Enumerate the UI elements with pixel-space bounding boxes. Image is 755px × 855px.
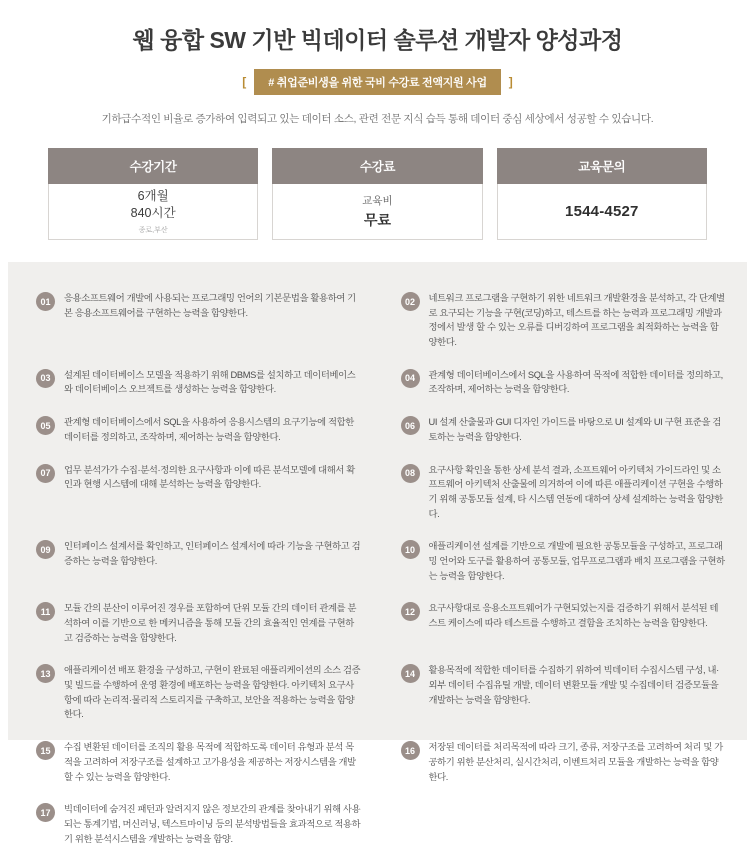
- item-number-badge: 04: [401, 369, 420, 388]
- item-number-badge: 12: [401, 602, 420, 621]
- info-card-fee-title: 수강료: [272, 148, 482, 184]
- item-text: 네트워크 프로그램을 구현하기 위한 네트워크 개발환경을 분석하고, 각 단계별로 요구되는 기능을 구현(코딩)하고, 테스트를 하는 능력과 프로그래밍 개발과정에서 발생 할 수 있는 오류를 디버깅하여 프로그램을 최적화하는 능력을 함양한다.: [428, 293, 725, 348]
- info-cards: [0, 148, 755, 240]
- item-text: 수집 변환된 데이터를 조직의 활용 목적에 적합하도록 데이터 유형과 분석 목적을 고려하여 저장구조를 설계하고 고가용성을 제공하는 저장시스템을 개발할 수 있는 능력을 함양한다.: [64, 742, 356, 782]
- duration-hours: 840시간: [130, 206, 176, 220]
- item-number-badge: 01: [36, 292, 55, 311]
- list-item: [391, 654, 730, 731]
- list-item: [26, 793, 365, 855]
- competency-grid: [26, 282, 729, 855]
- list-item: [26, 654, 365, 731]
- info-card-contact-title: 교육문의: [497, 148, 707, 184]
- item-text: 관계형 데이터베이스에서 SQL을 사용하여 목적에 적합한 데이터를 정의하고, 조작하며, 제어하는 능력을 함양한다.: [428, 369, 723, 395]
- list-item: [391, 359, 730, 406]
- list-item: [26, 282, 365, 359]
- promo-badge: # 취업준비생을 위한 국비 수강료 전액지원 사업: [254, 69, 501, 95]
- item-number-badge: 03: [36, 369, 55, 388]
- item-text: 요구사항 확인을 통한 상세 분석 결과, 소프트웨어 아키텍처 가이드라인 및 소프트웨어 아키텍처 산출물에 의거하여 이에 따른 애플리케이션 구현을 수행하기 위해 공통모듈 설계, 타 시스템 연동에 대하여 상세 설계하는 능력을 함양한다.: [428, 464, 723, 519]
- item-number-badge: 05: [36, 416, 55, 435]
- item-number-badge: 13: [36, 664, 55, 683]
- info-card-duration: [48, 148, 258, 240]
- list-item: [26, 406, 365, 453]
- info-card-contact: [497, 148, 707, 240]
- list-item: [391, 592, 730, 654]
- duration-locations: 종로,부산: [138, 226, 168, 234]
- list-item: [391, 454, 730, 531]
- list-item: [26, 592, 365, 654]
- badge-row: [0, 69, 755, 95]
- item-number-badge: 11: [36, 602, 55, 621]
- item-text: 애플리케이션 배포 환경을 구성하고, 구현이 완료된 애플리케이션의 소스 검증 및 빌드를 수행하여 운영 환경에 배포하는 능력을 함양한다. 아키텍처 요구사항에 따라 논리적·물리적 스토리지를 구축하고, 보안을 적용하는 능력을 함양한다.: [64, 665, 361, 720]
- item-text: 모듈 간의 분산이 이루어진 경우를 포함하여 단위 모듈 간의 데이터 관계를 분석하여 이를 기반으로 한 메커니즘을 통해 모듈 간의 효율적인 연계를 구현하고 검증하는 능력을 함양한다.: [64, 603, 357, 643]
- lead-paragraph: 기하급수적인 비율로 증가하여 입력되고 있는 데이터 소스, 관련 전문 지식 습득 통해 데이터 중심 세상에서 성공할 수 있습니다.: [101, 113, 654, 125]
- info-card-fee: [272, 148, 482, 240]
- list-item: [26, 454, 365, 531]
- item-text: 활용목적에 적합한 데이터를 수집하기 위하여 빅데이터 수집시스템 구성, 내·외부 데이터 수집유틸 개발, 데이터 변환모듈 개발 및 수집데이터 검증모듈을 개발하는 능력을 함양한다.: [428, 665, 719, 705]
- item-text: 업무 분석가가 수집·분석·정의한 요구사항과 이에 따른 분석모델에 대해서 확인과 현행 시스템에 대해 분석하는 능력을 함양한다.: [64, 464, 355, 490]
- bracket-right-icon: ]: [508, 75, 513, 89]
- item-number-badge: 08: [401, 464, 420, 483]
- fee-value: 무료: [363, 212, 392, 228]
- item-number-badge: 07: [36, 464, 55, 483]
- duration-months: 6개월: [137, 189, 169, 204]
- info-card-duration-title: 수강기간: [48, 148, 258, 184]
- list-item: [391, 282, 730, 359]
- item-text: UI 설계 산출물과 GUI 디자인 가이드를 바탕으로 UI 설계와 UI 구현 표준을 검토하는 능력을 함양한다.: [428, 417, 721, 442]
- list-item: [391, 530, 730, 592]
- item-text: 관계형 데이터베이스에서 SQL을 사용하여 응용시스템의 요구기능에 적합한 데이터를 정의하고, 조작하며, 제어하는 능력을 함양한다.: [64, 417, 354, 442]
- page-title: 웹 융합 SW 기반 빅데이터 솔루션 개발자 양성과정: [132, 27, 623, 53]
- list-item: [26, 530, 365, 592]
- info-card-contact-body: [497, 184, 707, 240]
- item-number-badge: 10: [401, 540, 420, 559]
- list-item: [26, 731, 365, 793]
- item-text: 인터페이스 설계서를 확인하고, 인터페이스 설계서에 따라 기능을 구현하고 검증하는 능력을 함양한다.: [64, 541, 361, 566]
- item-number-badge: 09: [36, 540, 55, 559]
- info-card-duration-body: [48, 184, 258, 240]
- list-item-empty: [391, 793, 730, 855]
- list-item: [26, 359, 365, 406]
- item-text: 설계된 데이터베이스 모델을 적용하기 위해 DBMS를 설치하고 데이터베이스와 데이터베이스 오브젝트를 생성하는 능력을 함양한다.: [64, 369, 356, 395]
- bracket-left-icon: [: [242, 75, 247, 89]
- fee-label: 교육비: [362, 195, 393, 207]
- list-item: [391, 731, 730, 793]
- item-number-badge: 14: [401, 664, 420, 683]
- item-number-badge: 17: [36, 803, 55, 822]
- item-number-badge: 02: [401, 292, 420, 311]
- item-number-badge: 06: [401, 416, 420, 435]
- item-text: 애플리케이션 설계를 기반으로 개발에 필요한 공통모듈을 구성하고, 프로그래밍 언어와 도구를 활용하여 공통모듈, 업무프로그램과 배치 프로그램을 구현하는 능력을 함양한다.: [428, 541, 725, 581]
- item-number-badge: 15: [36, 741, 55, 760]
- contact-phone-number[interactable]: 1544-4527: [565, 203, 639, 220]
- item-text: 저장된 데이터를 처리목적에 따라 크기, 종류, 저장구조를 고려하여 처리 및 가공하기 위한 분산처리, 실시간처리, 이벤트처리 모듈을 개발하는 능력을 함양한다.: [428, 742, 723, 782]
- item-text: 빅데이터에 숨겨진 패턴과 알려지지 않은 정보간의 관계를 찾아내기 위해 사용되는 통계기법, 머신러닝, 텍스트마이닝 등의 분석방법들을 효과적으로 적용하기 위한 분석시스템을 개발하는 능력을 함양.: [64, 804, 361, 844]
- list-item: [391, 406, 730, 453]
- item-text: 요구사항대로 응용소프트웨어가 구현되었는지를 검증하기 위해서 분석된 테스트 케이스에 따라 테스트를 수행하고 결함을 조치하는 능력을 함양한다.: [428, 603, 719, 628]
- competency-panel: [8, 262, 747, 844]
- header: [0, 0, 755, 126]
- item-text: 응용소프트웨어 개발에 사용되는 프로그래밍 언어의 기본문법을 활용하여 기본 응용소프트웨어를 구현하는 능력을 함양한다.: [64, 293, 356, 318]
- item-number-badge: 16: [401, 741, 420, 760]
- info-card-fee-body: [272, 184, 482, 240]
